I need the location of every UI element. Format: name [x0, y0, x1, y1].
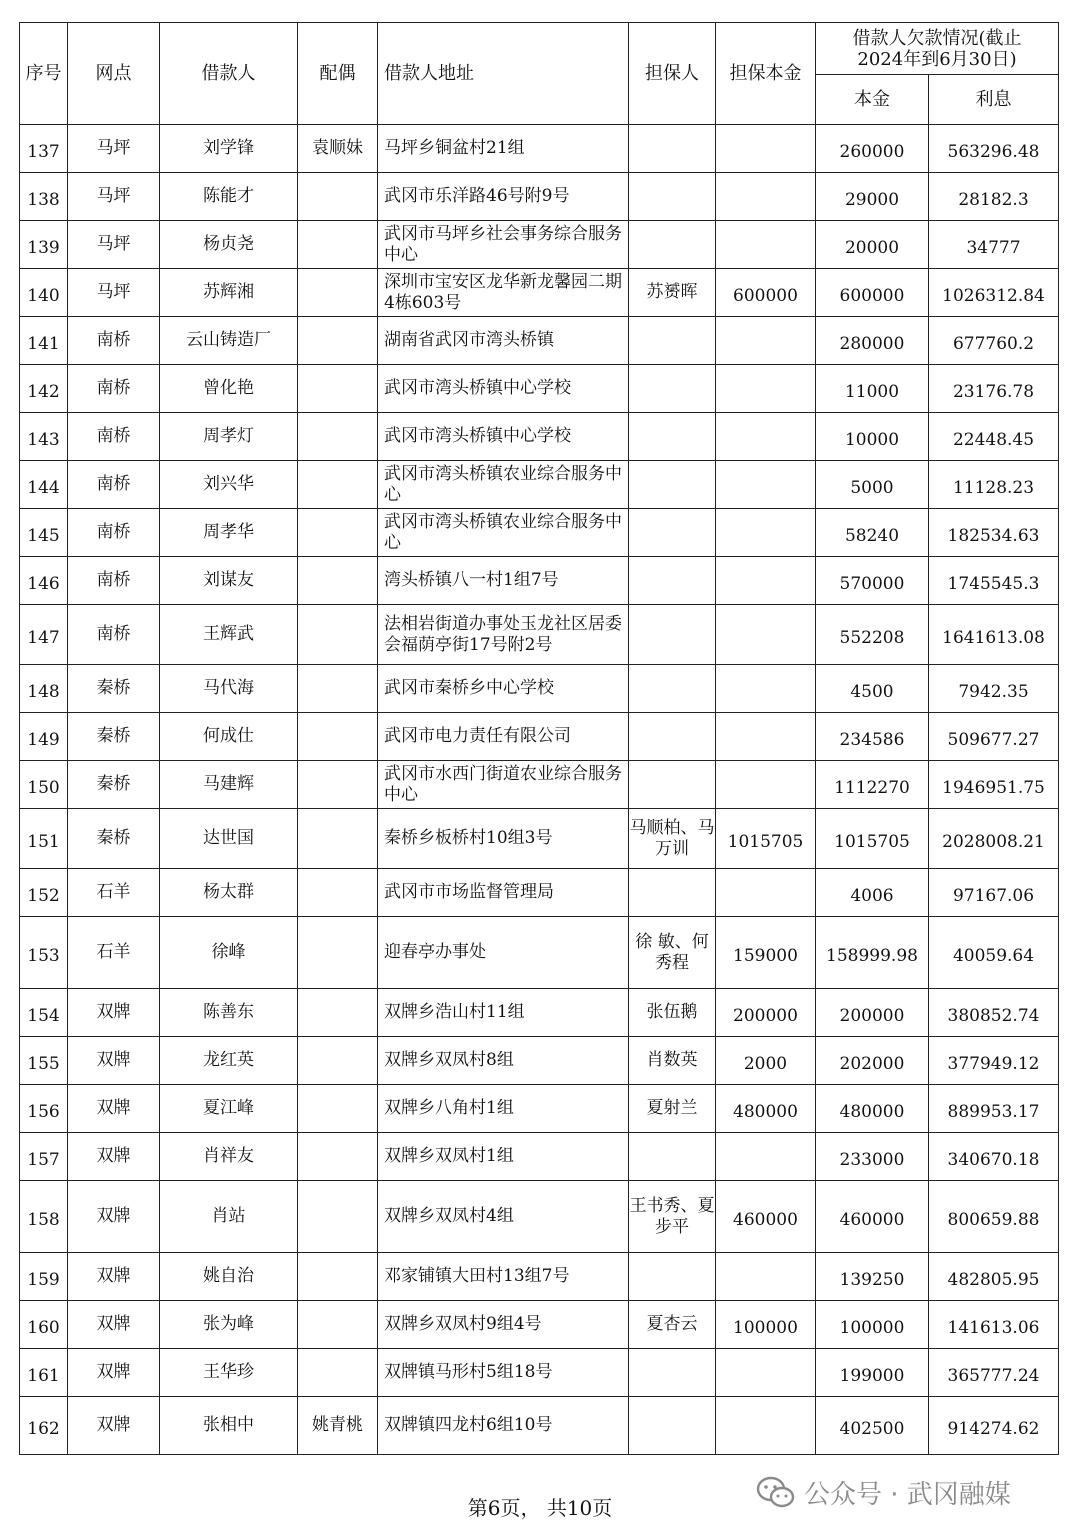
cell-guarantee-principal [716, 869, 816, 917]
cell-branch: 秦桥 [68, 761, 160, 809]
cell-borrower: 肖站 [160, 1181, 298, 1253]
cell-borrower: 张相中 [160, 1397, 298, 1455]
cell-principal: 4500 [816, 665, 929, 713]
cell-interest: 677760.2 [929, 317, 1059, 365]
header-branch: 网点 [68, 23, 160, 125]
page-number: 第6页， 共10页 [467, 1496, 613, 1520]
cell-borrower: 曾化艳 [160, 365, 298, 413]
cell-guarantee-principal: 600000 [716, 269, 816, 317]
cell-guarantor [629, 713, 716, 761]
cell-seq: 159 [20, 1253, 68, 1301]
cell-seq: 158 [20, 1181, 68, 1253]
cell-guarantor [629, 557, 716, 605]
cell-guarantee-principal [716, 365, 816, 413]
table-row [20, 1301, 1059, 1349]
cell-interest: 914274.62 [929, 1397, 1059, 1455]
cell-guarantor [629, 317, 716, 365]
cell-principal: 158999.98 [816, 917, 929, 989]
cell-seq: 160 [20, 1301, 68, 1349]
watermark [756, 1474, 1011, 1511]
cell-principal: 233000 [816, 1133, 929, 1181]
cell-address: 武冈市市场监督管理局 [378, 869, 629, 917]
cell-interest: 1641613.08 [929, 605, 1059, 665]
table-row [20, 509, 1059, 557]
cell-spouse [298, 413, 378, 461]
cell-borrower: 周孝华 [160, 509, 298, 557]
cell-interest: 1946951.75 [929, 761, 1059, 809]
cell-principal: 260000 [816, 125, 929, 173]
table-row [20, 1181, 1059, 1253]
cell-seq: 157 [20, 1133, 68, 1181]
cell-address: 双牌乡双凤村1组 [378, 1133, 629, 1181]
cell-branch: 双牌 [68, 1133, 160, 1181]
table-row [20, 461, 1059, 509]
header-principal: 本金 [816, 75, 929, 125]
cell-guarantee-principal [716, 461, 816, 509]
cell-interest: 2028008.21 [929, 809, 1059, 869]
cell-guarantor [629, 1397, 716, 1455]
cell-borrower: 姚自治 [160, 1253, 298, 1301]
table-row [20, 557, 1059, 605]
cell-guarantor: 苏赟晖 [629, 269, 716, 317]
wechat-icon [756, 1475, 796, 1511]
table-row [20, 173, 1059, 221]
cell-guarantee-principal [716, 1253, 816, 1301]
cell-spouse [298, 269, 378, 317]
cell-guarantor [629, 221, 716, 269]
cell-branch: 南桥 [68, 413, 160, 461]
cell-seq: 142 [20, 365, 68, 413]
cell-principal: 202000 [816, 1037, 929, 1085]
cell-guarantor [629, 1133, 716, 1181]
cell-spouse [298, 665, 378, 713]
cell-guarantor [629, 365, 716, 413]
cell-seq: 154 [20, 989, 68, 1037]
cell-spouse [298, 605, 378, 665]
cell-interest: 182534.63 [929, 509, 1059, 557]
cell-branch: 秦桥 [68, 665, 160, 713]
cell-borrower: 苏辉湘 [160, 269, 298, 317]
cell-address: 双牌镇四龙村6组10号 [378, 1397, 629, 1455]
header-guarantor: 担保人 [629, 23, 716, 125]
cell-address: 湾头桥镇八一村1组7号 [378, 557, 629, 605]
cell-borrower: 肖祥友 [160, 1133, 298, 1181]
cell-interest: 7942.35 [929, 665, 1059, 713]
cell-interest: 22448.45 [929, 413, 1059, 461]
cell-address: 武冈市秦桥乡中心学校 [378, 665, 629, 713]
cell-address: 双牌乡双凤村9组4号 [378, 1301, 629, 1349]
cell-guarantor [629, 413, 716, 461]
cell-address: 双牌乡浩山村11组 [378, 989, 629, 1037]
cell-spouse [298, 1253, 378, 1301]
cell-guarantor [629, 1349, 716, 1397]
cell-borrower: 周孝灯 [160, 413, 298, 461]
cell-borrower: 何成仕 [160, 713, 298, 761]
cell-principal: 600000 [816, 269, 929, 317]
cell-seq: 143 [20, 413, 68, 461]
cell-guarantee-principal: 159000 [716, 917, 816, 989]
cell-guarantor: 肖数英 [629, 1037, 716, 1085]
cell-guarantor [629, 665, 716, 713]
cell-guarantor [629, 461, 716, 509]
cell-spouse [298, 461, 378, 509]
cell-seq: 144 [20, 461, 68, 509]
cell-borrower: 云山铸造厂 [160, 317, 298, 365]
cell-interest: 1745545.3 [929, 557, 1059, 605]
cell-borrower: 王辉武 [160, 605, 298, 665]
cell-guarantee-principal: 100000 [716, 1301, 816, 1349]
cell-borrower: 杨贞尧 [160, 221, 298, 269]
cell-interest: 380852.74 [929, 989, 1059, 1037]
cell-address: 武冈市电力责任有限公司 [378, 713, 629, 761]
cell-interest: 365777.24 [929, 1349, 1059, 1397]
cell-branch: 双牌 [68, 1397, 160, 1455]
cell-guarantor: 夏射兰 [629, 1085, 716, 1133]
cell-seq: 137 [20, 125, 68, 173]
cell-branch: 南桥 [68, 605, 160, 665]
cell-principal: 1015705 [816, 809, 929, 869]
cell-branch: 双牌 [68, 1253, 160, 1301]
cell-guarantor: 王书秀、夏步平 [629, 1181, 716, 1253]
cell-spouse [298, 761, 378, 809]
cell-guarantee-principal [716, 125, 816, 173]
cell-branch: 秦桥 [68, 809, 160, 869]
cell-spouse [298, 1349, 378, 1397]
cell-branch: 南桥 [68, 365, 160, 413]
cell-branch: 双牌 [68, 989, 160, 1037]
table-row [20, 1037, 1059, 1085]
cell-address: 秦桥乡板桥村10组3号 [378, 809, 629, 869]
cell-principal: 1112270 [816, 761, 929, 809]
cell-address: 邓家铺镇大田村13组7号 [378, 1253, 629, 1301]
cell-spouse [298, 173, 378, 221]
table-row [20, 413, 1059, 461]
table-row [20, 317, 1059, 365]
cell-seq: 141 [20, 317, 68, 365]
cell-seq: 150 [20, 761, 68, 809]
cell-guarantor [629, 1253, 716, 1301]
cell-borrower: 龙红英 [160, 1037, 298, 1085]
cell-address: 双牌乡双凤村4组 [378, 1181, 629, 1253]
header-arrears-line1: 借款人欠款情况(截止 [852, 27, 1022, 49]
cell-branch: 南桥 [68, 317, 160, 365]
cell-borrower: 马代海 [160, 665, 298, 713]
cell-borrower: 达世国 [160, 809, 298, 869]
table-row [20, 1085, 1059, 1133]
cell-interest: 97167.06 [929, 869, 1059, 917]
cell-seq: 162 [20, 1397, 68, 1455]
cell-guarantor: 马顺柏、马万训 [629, 809, 716, 869]
cell-interest: 28182.3 [929, 173, 1059, 221]
cell-principal: 570000 [816, 557, 929, 605]
cell-principal: 5000 [816, 461, 929, 509]
cell-interest: 34777 [929, 221, 1059, 269]
cell-principal: 4006 [816, 869, 929, 917]
cell-principal: 10000 [816, 413, 929, 461]
header-guarantee-principal: 担保本金 [716, 23, 816, 125]
cell-borrower: 徐峰 [160, 917, 298, 989]
cell-address: 武冈市乐洋路46号附9号 [378, 173, 629, 221]
cell-spouse [298, 917, 378, 989]
header-seq: 序号 [20, 23, 68, 125]
table-row [20, 713, 1059, 761]
cell-interest: 340670.18 [929, 1133, 1059, 1181]
cell-spouse [298, 713, 378, 761]
table-row [20, 1253, 1059, 1301]
table-row [20, 125, 1059, 173]
cell-interest: 141613.06 [929, 1301, 1059, 1349]
table-row [20, 1133, 1059, 1181]
cell-seq: 152 [20, 869, 68, 917]
cell-principal: 480000 [816, 1085, 929, 1133]
cell-guarantee-principal: 1015705 [716, 809, 816, 869]
cell-seq: 139 [20, 221, 68, 269]
cell-interest: 800659.88 [929, 1181, 1059, 1253]
cell-borrower: 马建辉 [160, 761, 298, 809]
cell-guarantee-principal [716, 173, 816, 221]
cell-branch: 双牌 [68, 1181, 160, 1253]
cell-guarantee-principal: 2000 [716, 1037, 816, 1085]
cell-seq: 149 [20, 713, 68, 761]
cell-spouse: 袁顺妹 [298, 125, 378, 173]
cell-guarantee-principal: 200000 [716, 989, 816, 1037]
cell-address: 法相岩街道办事处玉龙社区居委会福荫亭街17号附2号 [378, 605, 629, 665]
cell-seq: 140 [20, 269, 68, 317]
header-arrears-group [816, 23, 1059, 75]
table-row [20, 989, 1059, 1037]
cell-seq: 156 [20, 1085, 68, 1133]
cell-branch: 双牌 [68, 1349, 160, 1397]
cell-address: 武冈市马坪乡社会事务综合服务中心 [378, 221, 629, 269]
cell-principal: 139250 [816, 1253, 929, 1301]
cell-seq: 145 [20, 509, 68, 557]
cell-seq: 138 [20, 173, 68, 221]
table-row [20, 221, 1059, 269]
table-row [20, 605, 1059, 665]
cell-principal: 199000 [816, 1349, 929, 1397]
cell-interest: 377949.12 [929, 1037, 1059, 1085]
cell-branch: 石羊 [68, 869, 160, 917]
cell-spouse [298, 1085, 378, 1133]
cell-interest: 40059.64 [929, 917, 1059, 989]
table-row [20, 1397, 1059, 1455]
cell-guarantor [629, 761, 716, 809]
cell-branch: 双牌 [68, 1301, 160, 1349]
cell-interest: 509677.27 [929, 713, 1059, 761]
cell-spouse: 姚青桃 [298, 1397, 378, 1455]
cell-spouse [298, 1301, 378, 1349]
cell-address: 双牌乡八角村1组 [378, 1085, 629, 1133]
cell-guarantee-principal [716, 413, 816, 461]
cell-address: 迎春亭办事处 [378, 917, 629, 989]
cell-seq: 148 [20, 665, 68, 713]
cell-address: 湖南省武冈市湾头桥镇 [378, 317, 629, 365]
cell-address: 深圳市宝安区龙华新龙馨园二期4栋603号 [378, 269, 629, 317]
cell-branch: 南桥 [68, 461, 160, 509]
cell-address: 武冈市湾头桥镇中心学校 [378, 365, 629, 413]
cell-spouse [298, 1181, 378, 1253]
cell-branch: 南桥 [68, 557, 160, 605]
cell-spouse [298, 317, 378, 365]
cell-principal: 100000 [816, 1301, 929, 1349]
cell-guarantee-principal [716, 509, 816, 557]
cell-address: 马坪乡铜盆村21组 [378, 125, 629, 173]
cell-principal: 234586 [816, 713, 929, 761]
loan-table [19, 22, 1059, 1455]
cell-seq: 151 [20, 809, 68, 869]
cell-interest: 11128.23 [929, 461, 1059, 509]
cell-interest: 889953.17 [929, 1085, 1059, 1133]
cell-guarantor [629, 869, 716, 917]
cell-branch: 马坪 [68, 221, 160, 269]
cell-guarantor [629, 125, 716, 173]
cell-guarantor [629, 173, 716, 221]
cell-guarantor [629, 509, 716, 557]
cell-interest: 1026312.84 [929, 269, 1059, 317]
header-interest: 利息 [929, 75, 1059, 125]
cell-spouse [298, 809, 378, 869]
header-address: 借款人地址 [378, 23, 629, 125]
cell-borrower: 刘学锋 [160, 125, 298, 173]
cell-interest: 23176.78 [929, 365, 1059, 413]
cell-guarantee-principal: 460000 [716, 1181, 816, 1253]
cell-seq: 155 [20, 1037, 68, 1085]
cell-spouse [298, 989, 378, 1037]
cell-principal: 11000 [816, 365, 929, 413]
cell-guarantee-principal [716, 713, 816, 761]
cell-borrower: 杨太群 [160, 869, 298, 917]
cell-guarantee-principal [716, 665, 816, 713]
cell-guarantee-principal [716, 761, 816, 809]
cell-branch: 双牌 [68, 1085, 160, 1133]
cell-principal: 58240 [816, 509, 929, 557]
cell-guarantee-principal [716, 605, 816, 665]
cell-guarantor: 夏杏云 [629, 1301, 716, 1349]
watermark-text: 公众号 · 武冈融媒 [804, 1480, 1011, 1510]
table-row [20, 269, 1059, 317]
cell-address: 武冈市湾头桥镇中心学校 [378, 413, 629, 461]
cell-spouse [298, 869, 378, 917]
cell-branch: 南桥 [68, 509, 160, 557]
table-header [20, 23, 1059, 125]
cell-borrower: 夏江峰 [160, 1085, 298, 1133]
cell-guarantor: 张伍鹅 [629, 989, 716, 1037]
table-row [20, 869, 1059, 917]
table-row [20, 809, 1059, 869]
cell-branch: 秦桥 [68, 713, 160, 761]
cell-spouse [298, 509, 378, 557]
cell-spouse [298, 1133, 378, 1181]
cell-borrower: 刘兴华 [160, 461, 298, 509]
cell-guarantee-principal [716, 1397, 816, 1455]
table-row [20, 917, 1059, 989]
cell-borrower: 王华珍 [160, 1349, 298, 1397]
cell-branch: 马坪 [68, 173, 160, 221]
cell-guarantee-principal [716, 221, 816, 269]
cell-guarantee-principal: 480000 [716, 1085, 816, 1133]
table-row [20, 365, 1059, 413]
cell-address: 武冈市湾头桥镇农业综合服务中心 [378, 461, 629, 509]
cell-principal: 200000 [816, 989, 929, 1037]
cell-spouse [298, 221, 378, 269]
cell-address: 武冈市水西门街道农业综合服务中心 [378, 761, 629, 809]
cell-principal: 460000 [816, 1181, 929, 1253]
cell-address: 双牌乡双凤村8组 [378, 1037, 629, 1085]
cell-branch: 双牌 [68, 1037, 160, 1085]
header-borrower: 借款人 [160, 23, 298, 125]
cell-guarantee-principal [716, 1133, 816, 1181]
cell-interest: 563296.48 [929, 125, 1059, 173]
cell-spouse [298, 365, 378, 413]
cell-principal: 552208 [816, 605, 929, 665]
cell-seq: 153 [20, 917, 68, 989]
cell-seq: 147 [20, 605, 68, 665]
cell-principal: 29000 [816, 173, 929, 221]
cell-branch: 马坪 [68, 125, 160, 173]
table-row [20, 665, 1059, 713]
cell-guarantor: 徐 敏、何秀程 [629, 917, 716, 989]
cell-guarantee-principal [716, 1349, 816, 1397]
cell-branch: 马坪 [68, 269, 160, 317]
header-arrears-line2: 2024年到6月30日) [857, 48, 1017, 70]
cell-guarantee-principal [716, 557, 816, 605]
cell-branch: 石羊 [68, 917, 160, 989]
table-row [20, 761, 1059, 809]
cell-guarantee-principal [716, 317, 816, 365]
cell-borrower: 陈善东 [160, 989, 298, 1037]
cell-address: 武冈市湾头桥镇农业综合服务中心 [378, 509, 629, 557]
cell-address: 双牌镇马形村5组18号 [378, 1349, 629, 1397]
cell-principal: 20000 [816, 221, 929, 269]
cell-principal: 402500 [816, 1397, 929, 1455]
cell-interest: 482805.95 [929, 1253, 1059, 1301]
cell-spouse [298, 557, 378, 605]
cell-borrower: 陈能才 [160, 173, 298, 221]
cell-guarantor [629, 605, 716, 665]
cell-spouse [298, 1037, 378, 1085]
cell-seq: 161 [20, 1349, 68, 1397]
cell-borrower: 刘谋友 [160, 557, 298, 605]
cell-borrower: 张为峰 [160, 1301, 298, 1349]
header-spouse: 配偶 [298, 23, 378, 125]
cell-seq: 146 [20, 557, 68, 605]
cell-principal: 280000 [816, 317, 929, 365]
table-body [20, 125, 1059, 1455]
table-row [20, 1349, 1059, 1397]
